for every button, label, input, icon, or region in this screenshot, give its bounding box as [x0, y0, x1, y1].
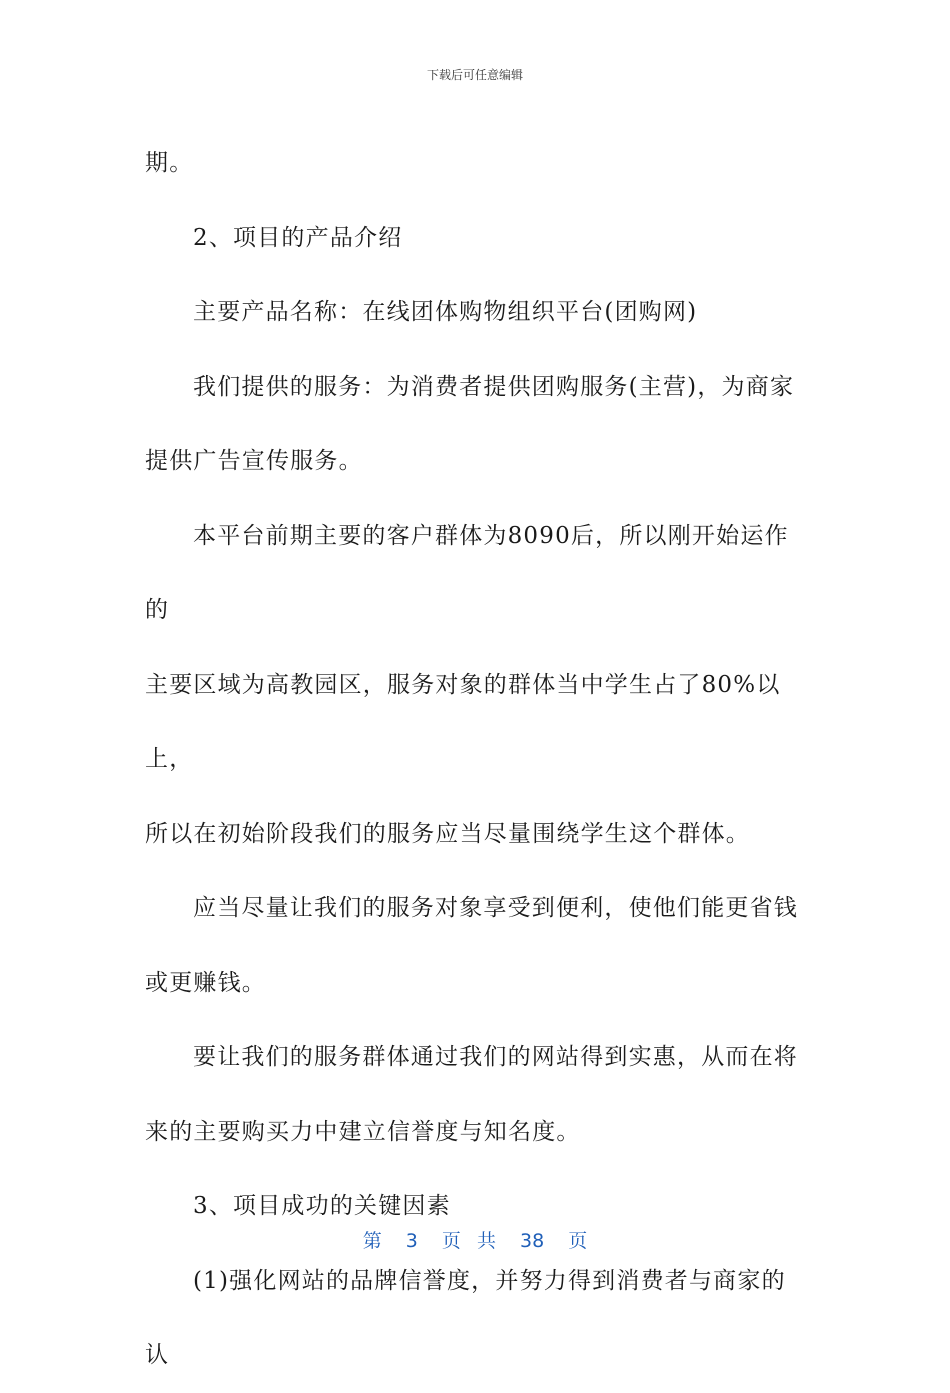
paragraph-line: 期。	[145, 150, 194, 176]
paragraph-line: 提供广告宣传服务。	[145, 448, 363, 474]
footer-prefix: 第	[362, 1230, 382, 1252]
section-heading: 2、项目的产品介绍	[193, 224, 403, 251]
paragraph-line: 我们提供的服务：为消费者提供团购服务(主营)，为商家	[193, 373, 795, 400]
document-body	[145, 126, 805, 1393]
paragraph-line: (1)强化网站的品牌信誉度，并努力得到消费者与商家的认	[145, 1267, 786, 1368]
paragraph-line: 主要产品名称：在线团体购物组织平台(团购网)	[193, 299, 698, 325]
footer-total-pages: 38	[520, 1230, 545, 1252]
footer-middle: 页 共	[441, 1230, 496, 1252]
section-heading: 3、项目成功的关键因素	[193, 1193, 451, 1219]
paragraph-line: 所以在初始阶段我们的服务应当尽量围绕学生这个群体。	[145, 820, 750, 847]
page-footer	[0, 1226, 950, 1253]
footer-suffix: 页	[568, 1230, 588, 1252]
paragraph-line: 来的主要购买力中建立信誉度与知名度。	[145, 1118, 581, 1145]
page-header: 下载后可任意编辑	[426, 68, 523, 82]
paragraph-line: 主要区域为高教园区，服务对象的群体当中学生占了80%以上，	[145, 671, 781, 772]
footer-current-page: 3	[405, 1230, 418, 1252]
paragraph-line: 本平台前期主要的客户群体为8090后，所以刚开始运作的	[145, 522, 789, 623]
paragraph-line: 要让我们的服务群体通过我们的网站得到实惠，从而在将	[193, 1044, 798, 1070]
paragraph-line: 或更赚钱。	[145, 969, 266, 996]
paragraph-line: 应当尽量让我们的服务对象享受到便利，使他们能更省钱	[193, 895, 798, 921]
